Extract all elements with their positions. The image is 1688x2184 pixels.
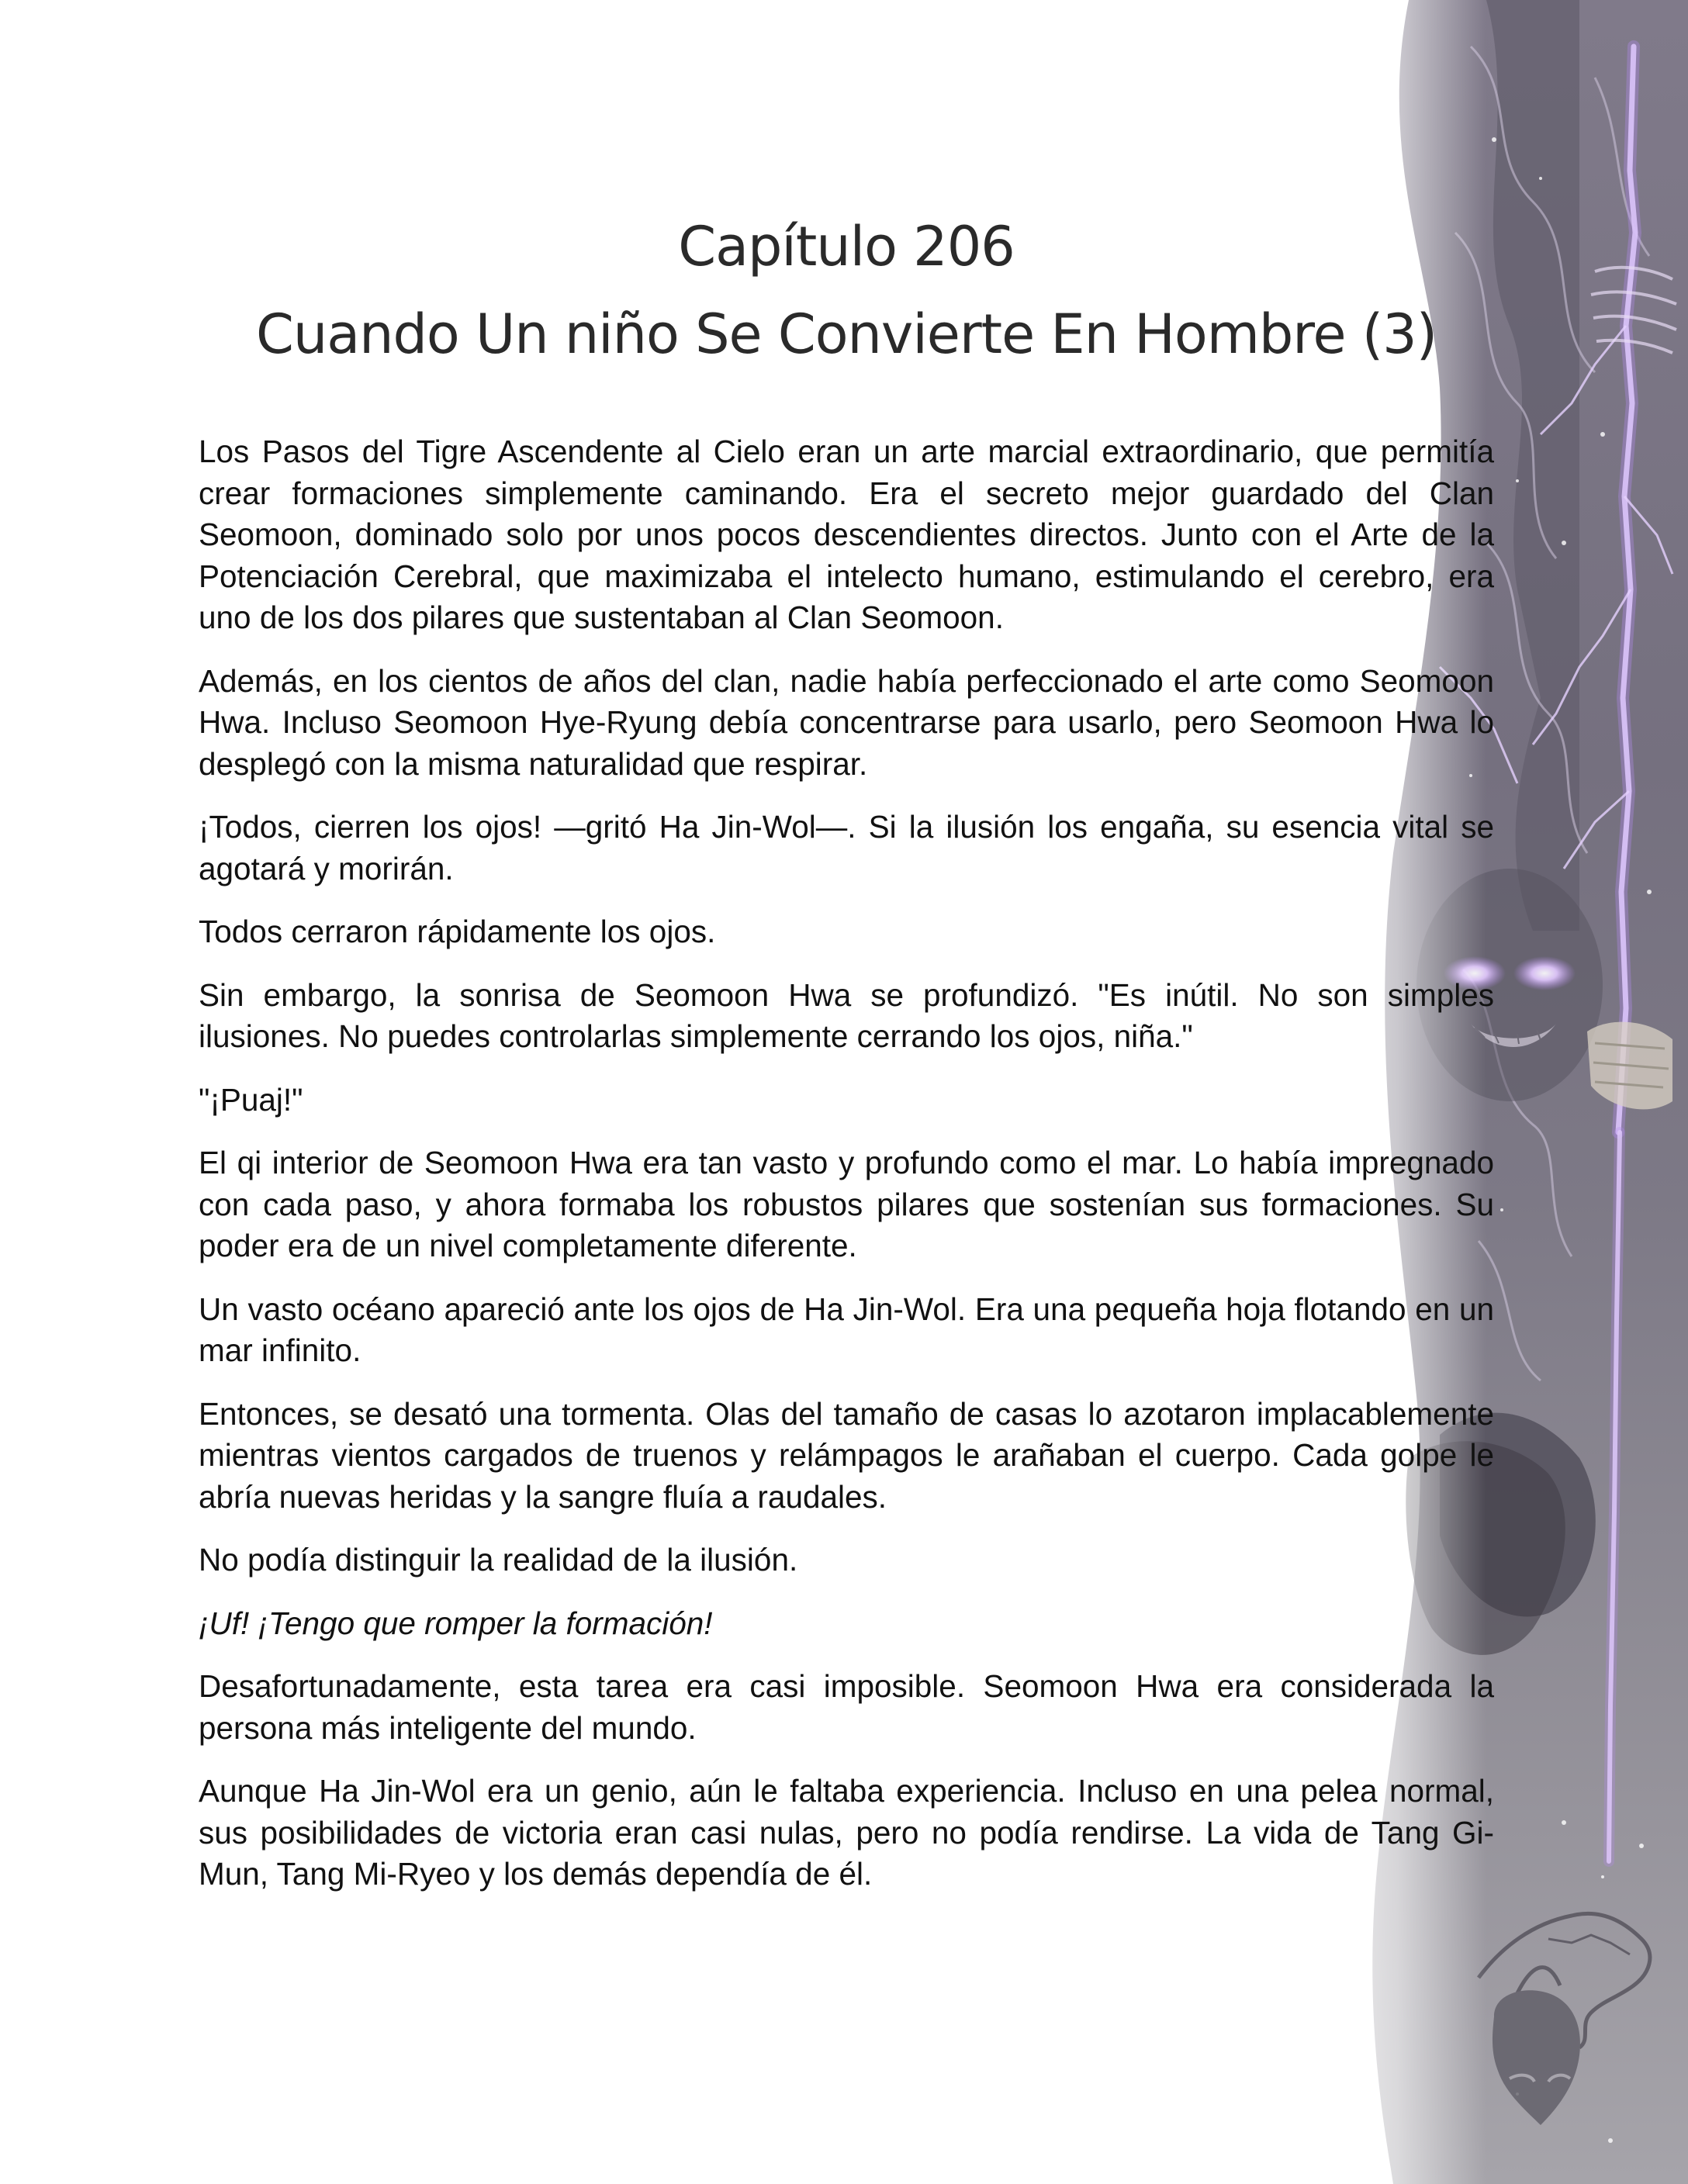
paragraph: Desafortunadamente, esta tarea era casi imposible. Seomoon Hwa era considerada la persona más inteligente del mundo. xyxy=(199,1668,1494,1746)
paragraph: Un vasto océano apareció ante los ojos de Ha Jin-Wol. Era una pequeña hoja flotando en un mar infinito. xyxy=(199,1291,1494,1368)
paragraph: No podía distinguir la realidad de la ilusión. xyxy=(199,1542,798,1578)
paragraph: Los Pasos del Tigre Ascendente al Cielo eran un arte marcial extraordinario, que permitía crear formaciones simplemente caminando. Era el secreto mejor guardado del Clan Seomoon, dominado solo por unos pocos descendientes directos. Junto con el Arte de la Potenciación Cerebral, que maximizaba el intelecto humano, estimulando el cerebro, era uno de los dos pilares que sustentaban al Clan Seomoon. xyxy=(199,434,1494,635)
paragraph: Entonces, se desató una tormenta. Olas del tamaño de casas lo azotaron implacablemente mientras vientos cargados de truenos y relámpagos le arañaban el cuerpo. Cada golpe le abría nuevas heridas y la sangre fluía a raudales. xyxy=(199,1395,1494,1515)
paragraph: "¡Puaj!" xyxy=(199,1081,303,1118)
chapter-heading xyxy=(199,203,1494,378)
paragraph: Todos cerraron rápidamente los ojos. xyxy=(199,914,716,949)
inner-thought-paragraph: ¡Uf! ¡Tengo que romper la formación! xyxy=(199,1605,713,1641)
chapter-body xyxy=(199,431,1494,1917)
chapter-title: Cuando Un niño Se Convierte En Hombre (3) xyxy=(255,302,1437,366)
paragraph: Además, en los cientos de años del clan, nadie había perfeccionado el arte como Seomoon Hwa. Incluso Seomoon Hye-Ryung debía concentrarse para usarlo, pero Seomoon Hwa lo desplegó con la misma naturalidad que respirar. xyxy=(199,662,1494,782)
paragraph: Aunque Ha Jin-Wol era un genio, aún le faltaba experiencia. Incluso en una pelea normal, sus posibilidades de victoria eran casi nulas, pero no podía rendirse. La vida de Tang Gi-Mun, Tang Mi-Ryeo y los demás dependía de él. xyxy=(199,1773,1494,1892)
chapter-number: Capítulo 206 xyxy=(678,215,1015,278)
paragraph: ¡Todos, cierren los ojos! —gritó Ha Jin-Wol—. Si la ilusión los engaña, su esencia vital se agotará y morirán. xyxy=(199,809,1494,886)
paragraph: El qi interior de Seomoon Hwa era tan vasto y profundo como el mar. Lo había impregnado con cada paso, y ahora formaba los robustos pilares que sostenían sus formaciones. Su poder era de un nivel completamente diferente. xyxy=(199,1145,1494,1263)
paragraph: Sin embargo, la sonrisa de Seomoon Hwa se profundizó. "Es inútil. No son simples ilusiones. No puedes controlarlas simplemente cerrando los ojos, niña." xyxy=(199,976,1494,1054)
